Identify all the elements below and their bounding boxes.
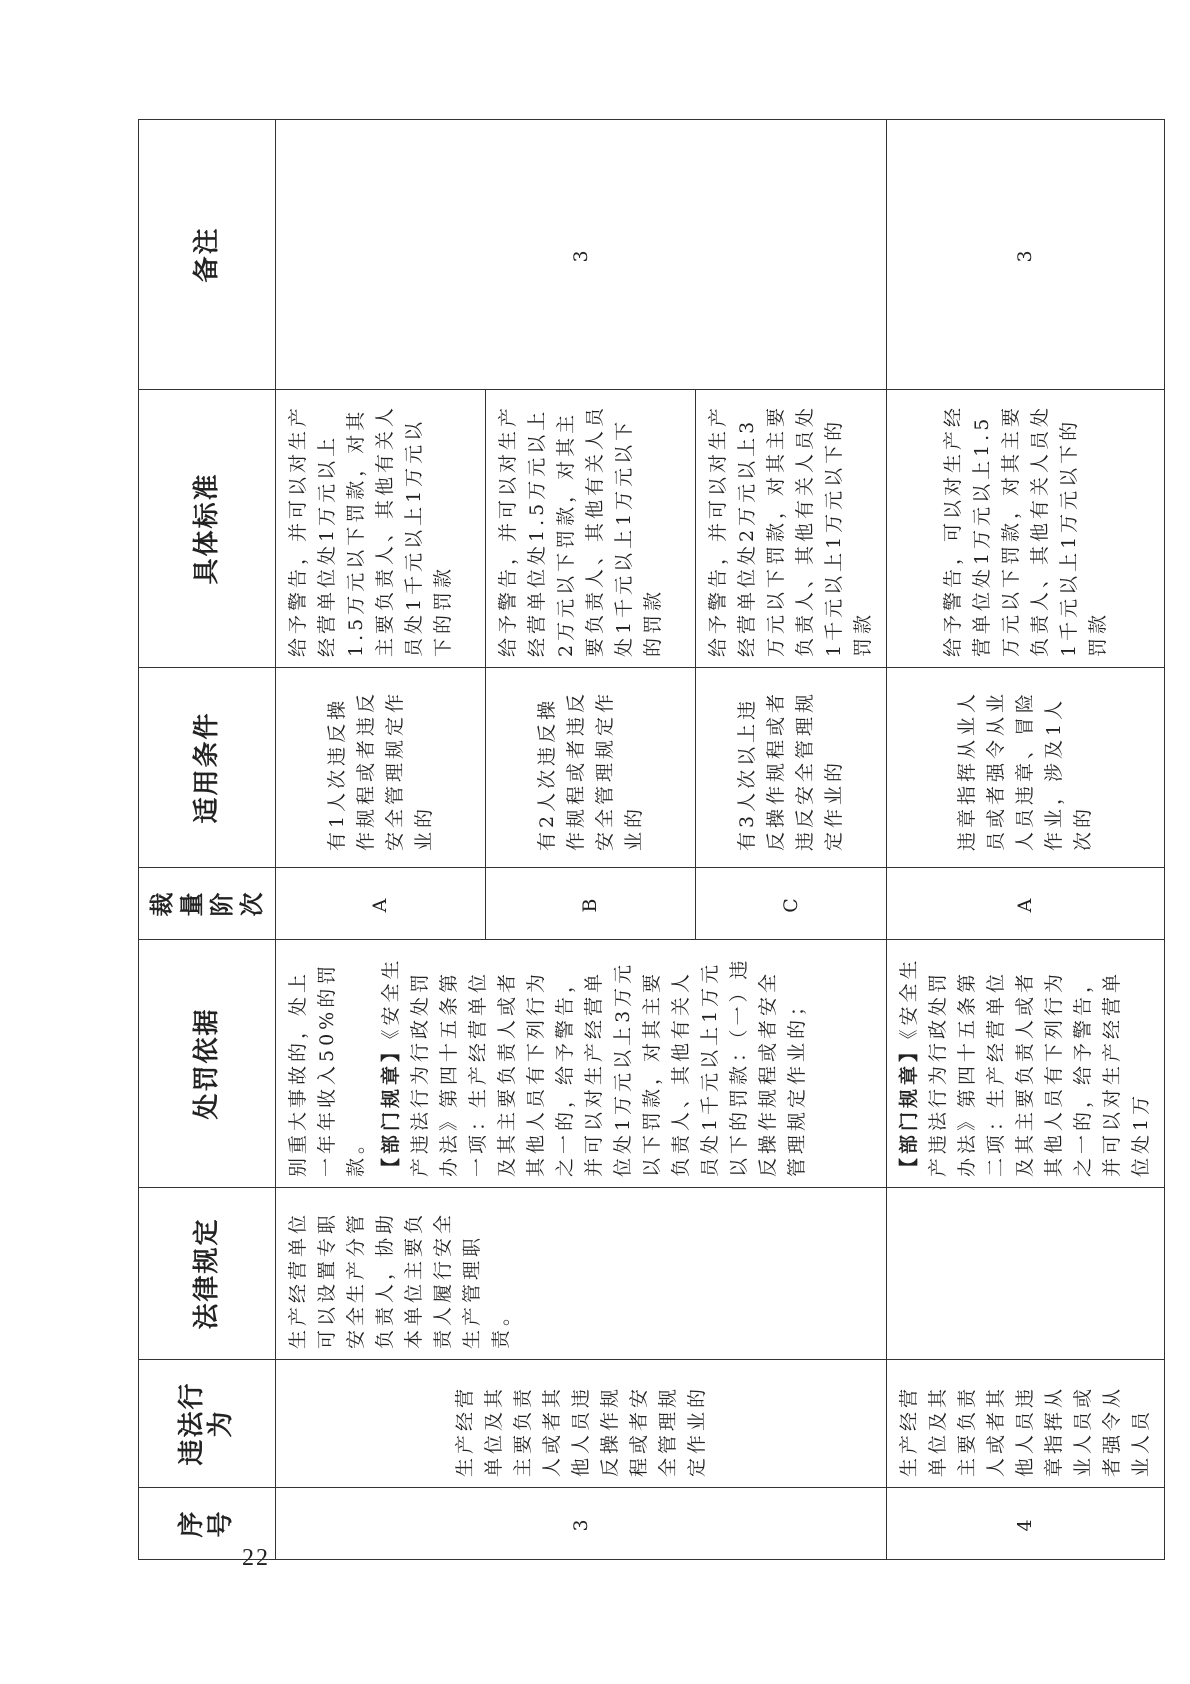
level-cell — [887, 868, 1165, 940]
level-cell — [276, 868, 486, 940]
table-row — [887, 120, 1165, 1560]
penalty-table-rotated — [138, 120, 1152, 1560]
cond-text: 有3人次以上违反操作规程或者违反安全管理规定作业的 — [736, 689, 845, 851]
basis-text: 《安全生产违法行为行政处罚办法》第四十五条第二项：生产经营单位及其主要负责人或者其他人员有下列行为之一的，给予警告，并可以对生产经营单位处1万 — [898, 956, 1152, 1177]
cond-text: 有2人次违反操作规程或者违反安全管理规定作业的 — [535, 689, 645, 851]
page-number-dash-right — [288, 1559, 314, 1560]
basis-continuation: 别重大事故的，处上一年年收入50%的罚款。 — [287, 961, 367, 1177]
seq-value: 4 — [1014, 1515, 1036, 1532]
page-number-dash-left — [198, 1559, 224, 1560]
basis-bracket: 【部门规章】 — [380, 1038, 402, 1177]
std-text: 给予警告，并可以对生产经营单位处1.5万元以上2万元以下罚款，对其主要负责人、其他有关人员处1千元以上1万元以下的罚款 — [497, 403, 664, 657]
seq-value: 3 — [569, 1515, 592, 1532]
note-value: 3 — [569, 246, 592, 263]
seq-cell — [887, 1488, 1165, 1560]
header-row — [139, 120, 276, 1560]
level-cell — [696, 868, 887, 940]
header-seq: 序号 — [139, 1488, 276, 1560]
basis-cell — [276, 940, 887, 1188]
std-cell — [696, 390, 887, 668]
note-value: 3 — [1014, 246, 1036, 263]
header-cond: 适用条件 — [139, 668, 276, 868]
note-cell — [276, 120, 887, 390]
std-text: 给予警告，并可以对生产经营单位处2万元以上3万元以下罚款，对其主要负责人、其他有关人员处1千元以上1万元以下的罚款 — [707, 403, 874, 657]
basis-paragraph — [377, 950, 812, 1177]
std-text: 给予警告，并可以对生产经营单位处1万元以上1.5万元以下罚款，对其主要负责人、其他有关人员处1千元以上1万元以下的罚款 — [287, 403, 454, 657]
std-text: 给予警告，可以对生产经营单位处1万元以上1.5万元以下罚款，对其主要负责人、其他有关人员处1千元以上1万元以下的罚款 — [941, 403, 1109, 657]
header-note: 备注 — [139, 120, 276, 390]
cond-text: 有1人次违反操作规程或者违反安全管理规定作业的 — [325, 689, 435, 851]
cond-cell — [696, 668, 887, 868]
act-text: 生产经营单位及其主要负责人或者其他人员违反操作规程或者安全管理规定作业的 — [453, 1384, 708, 1477]
std-cell — [486, 390, 696, 668]
basis-text: 《安全生产违法行为行政处罚办法》第四十五条第一项：生产经营单位及其主要负责人或者其他人员有下列行为之一的，给予警告，并可以对生产经营单位处1万元以上3万元以下罚款，对其主要负责人、其他有关人员处1千元以上1万元以下的罚款：（一）违反操作规程或者安全管理规定作业的； — [380, 956, 808, 1177]
seq-cell — [276, 1488, 887, 1560]
page-number — [180, 1545, 332, 1572]
header-law: 法律规定 — [139, 1188, 276, 1360]
act-text: 生产经营单位及其主要负责人或者其他人员违章指挥从业人员或者强令从业人员 — [898, 1384, 1152, 1477]
basis-bracket: 【部门规章】 — [898, 1038, 920, 1177]
act-cell — [887, 1360, 1165, 1488]
std-cell — [887, 390, 1165, 668]
level-cell — [486, 868, 696, 940]
table-row — [276, 120, 486, 1560]
std-cell — [276, 390, 486, 668]
header-level — [139, 868, 276, 940]
page-number-value: 22 — [242, 1545, 270, 1571]
level-value: C — [779, 894, 802, 913]
level-value: A — [1014, 894, 1036, 913]
note-cell — [887, 120, 1165, 390]
cond-cell — [276, 668, 486, 868]
basis-paragraph — [895, 950, 1156, 1177]
header-std: 具体标准 — [139, 390, 276, 668]
basis-cell — [887, 940, 1165, 1188]
law-cell — [887, 1188, 1165, 1360]
penalty-table — [138, 119, 1165, 1560]
header-level-text: 裁量 阶次 — [148, 890, 266, 917]
act-cell — [276, 1360, 887, 1488]
law-cell — [276, 1188, 887, 1360]
level-value: A — [369, 894, 391, 913]
header-basis: 处罚依据 — [139, 940, 276, 1188]
cond-cell — [887, 668, 1165, 868]
cond-text: 违章指挥从业人员或者强令从业人员违章、冒险作业，涉及1人次的 — [956, 689, 1094, 851]
law-text: 生产经营单位可以设置专职安全生产分管负责人，协助本单位主要负责人履行安全生产管理职责。 — [287, 1210, 512, 1349]
level-value: B — [579, 894, 601, 913]
cond-cell — [486, 668, 696, 868]
header-act: 违法行为 — [139, 1360, 276, 1488]
